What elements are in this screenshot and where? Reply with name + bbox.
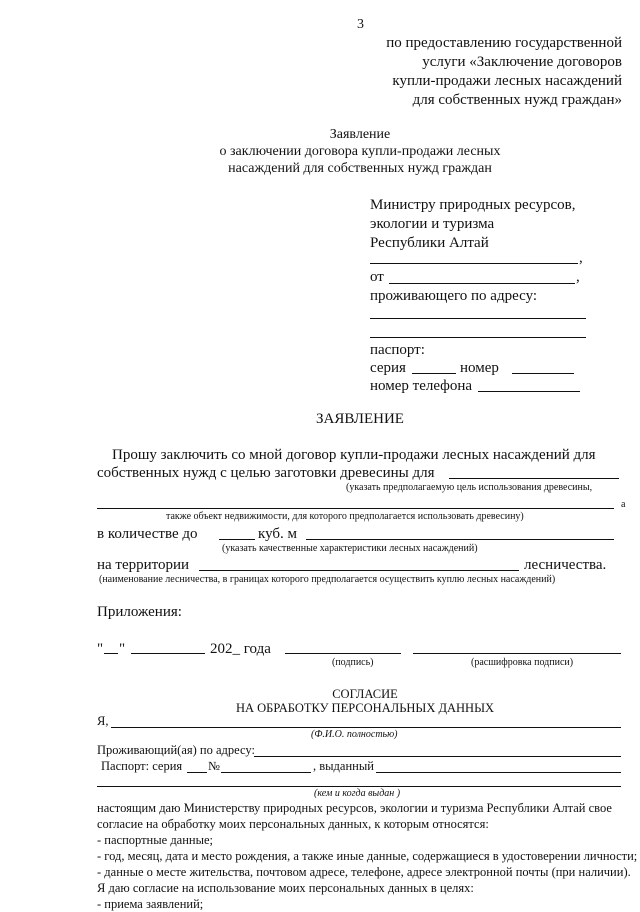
consent-body-line: согласие на обработку моих персональных данных, к которым относятся:: [97, 817, 489, 831]
territory-suffix: лесничества.: [524, 557, 607, 573]
fio-line[interactable]: [111, 727, 621, 728]
characteristics-hint: (указать качественные характеристики лесных насаждений): [222, 543, 478, 554]
quantity-line[interactable]: [219, 539, 255, 540]
consent-residing-label: Проживающий(ая) по адресу:: [97, 743, 255, 757]
addressee-line: Республики Алтай: [370, 235, 489, 251]
consent-body-line: - данные о месте жительства, почтовом адресе, телефоне, адресе электронной почты (при наличии).: [97, 865, 631, 879]
from-label: от: [370, 269, 384, 285]
i-label: Я,: [97, 714, 109, 728]
header-line: для собственных нужд граждан»: [412, 92, 622, 108]
header-note: [386, 34, 622, 110]
purpose-hint-2: также объект недвижимости, для которого предполагается использовать древесину): [166, 511, 524, 522]
signature-hint: (подпись): [332, 657, 374, 668]
consent-series-line[interactable]: [187, 772, 207, 773]
title-line: насаждений для собственных нужд граждан: [228, 161, 492, 176]
consent-body: [97, 800, 638, 912]
consent-no-label: №: [208, 759, 220, 773]
number-label: номер: [460, 360, 499, 376]
consent-body-line: - год, месяц, дата и место рождения, а также иные данные, содержащиеся в удостоверении личности;: [97, 849, 638, 863]
number-line[interactable]: [512, 373, 574, 374]
quantity-label: в количестве до: [97, 526, 198, 542]
addressee: [370, 196, 575, 253]
territory-line[interactable]: [199, 570, 519, 571]
statement-line-2: собственных нужд с целью заготовки древесины для: [97, 465, 435, 481]
characteristics-line[interactable]: [306, 539, 614, 540]
consent-issued-label: , выданный: [313, 759, 374, 773]
consent-title: [200, 687, 530, 715]
consent-passport-label: Паспорт: серия: [101, 759, 183, 773]
header-line: по предоставлению государственной: [386, 35, 622, 51]
quote-close: ": [119, 641, 126, 657]
phone-label: номер телефона: [370, 378, 473, 394]
decode-line[interactable]: [413, 653, 621, 654]
series-line[interactable]: [412, 373, 456, 374]
decode-hint: (расшифровка подписи): [471, 657, 574, 668]
quote-open: ": [97, 641, 104, 657]
consent-address-line[interactable]: [254, 756, 621, 757]
territory-label: на территории: [97, 557, 190, 573]
year-label: 202_ года: [210, 641, 271, 657]
title-line: о заключении договора купли-продажи лесных: [219, 144, 501, 159]
consent-body-line: - приема заявлений;: [97, 897, 204, 911]
comma: ,: [576, 269, 580, 285]
passport-label: паспорт:: [370, 342, 425, 358]
statement-line-1: Прошу заключить со мной договор купли-продажи лесных насаждений для: [112, 447, 596, 463]
consent-body-line: настоящим даю Министерству природных ресурсов, экологии и туризма Республики Алтай свое: [97, 801, 612, 815]
purpose-line[interactable]: [449, 478, 619, 479]
signature-line[interactable]: [285, 653, 401, 654]
series-label: серия: [370, 360, 406, 376]
from-line[interactable]: [389, 283, 575, 284]
applicant-name-line[interactable]: [370, 263, 578, 264]
purpose-line-2[interactable]: [97, 508, 614, 509]
residing-label: проживающего по адресу:: [370, 288, 538, 304]
addressee-line: Министру природных ресурсов,: [370, 197, 576, 213]
addressee-line: экологии и туризма: [370, 216, 495, 232]
fio-hint: (Ф.И.О. полностью): [311, 729, 398, 740]
consent-issued-line-2[interactable]: [97, 786, 621, 787]
quantity-unit: куб. м: [258, 526, 298, 542]
territory-hint: (наименование лесничества, в границах которого предполагается осуществить куплю лесных насаждений): [99, 574, 556, 585]
month-line[interactable]: [131, 653, 205, 654]
issued-hint: (кем и когда выдан ): [314, 788, 401, 799]
consent-body-line: Я даю согласие на использование моих персональных данных в целях:: [97, 881, 474, 895]
statement-title: ЗАЯВЛЕНИЕ: [316, 411, 404, 427]
a-suffix: а: [621, 499, 626, 510]
page-number: 3: [357, 17, 364, 32]
address-line-2[interactable]: [370, 337, 586, 338]
attachments-label: Приложения:: [97, 604, 182, 620]
consent-title-line: НА ОБРАБОТКУ ПЕРСОНАЛЬНЫХ ДАННЫХ: [235, 701, 495, 715]
purpose-hint: (указать предполагаемую цель использования древесины,: [346, 482, 593, 493]
day-line[interactable]: [104, 653, 118, 654]
header-line: услуги «Заключение договоров: [422, 54, 622, 70]
header-line: купли-продажи лесных насаждений: [392, 73, 622, 89]
title-line: Заявление: [329, 127, 391, 142]
consent-title-line: СОГЛАСИЕ: [332, 687, 398, 701]
comma: ,: [579, 250, 583, 266]
address-line-1[interactable]: [370, 318, 586, 319]
consent-body-line: - паспортные данные;: [97, 833, 214, 847]
phone-line[interactable]: [478, 391, 580, 392]
consent-issued-line[interactable]: [376, 772, 621, 773]
consent-number-line[interactable]: [221, 772, 311, 773]
title-block: [180, 126, 540, 177]
